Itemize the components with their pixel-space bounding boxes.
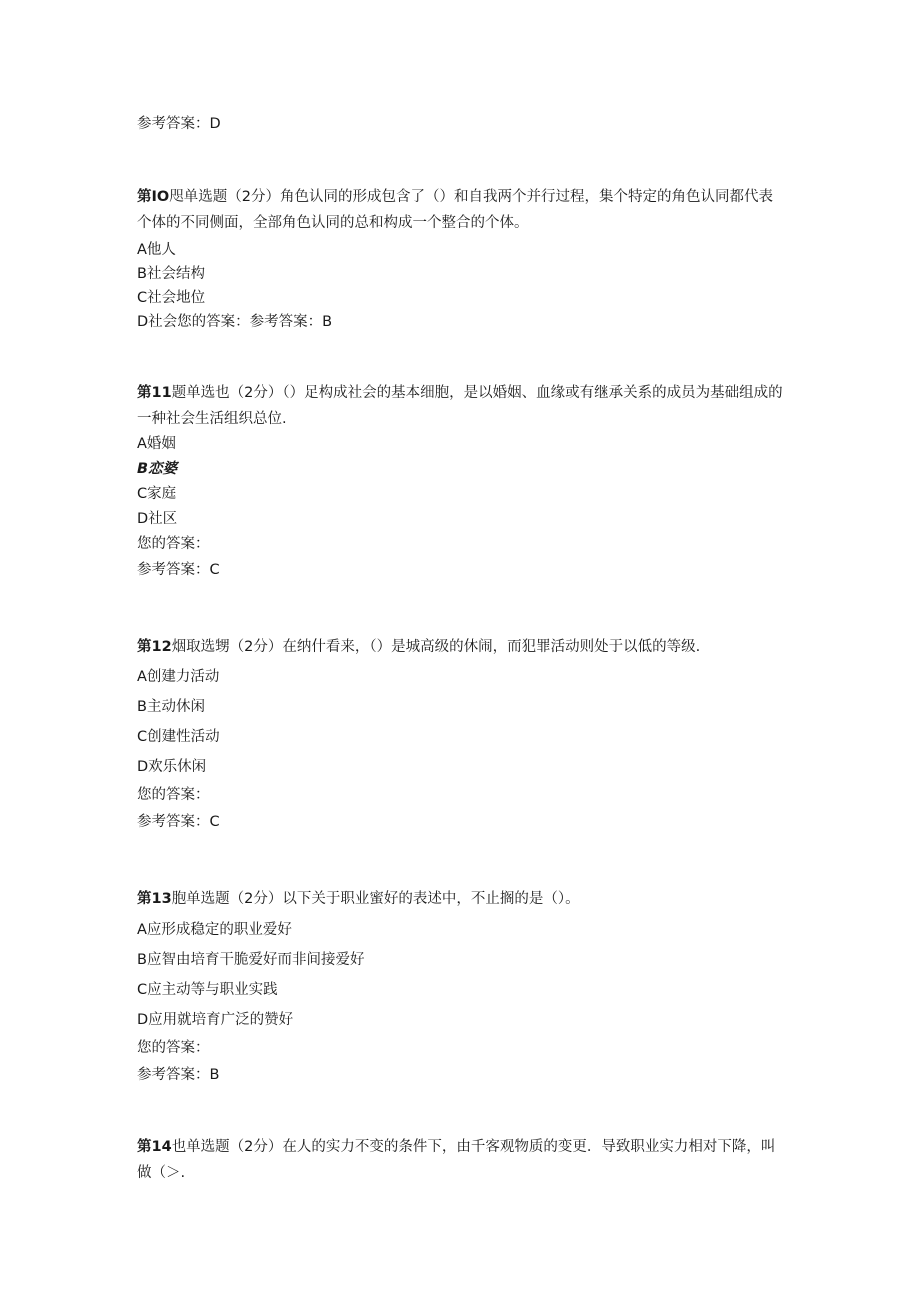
question-11-number: 第11 [137,385,172,401]
question-13-reference-answer: 参考答案：B [137,1067,220,1083]
question-13-text: 胞单选题（2分）以下关于职业蜜好的表述中，不止搁的是（）。 [171,891,580,907]
question-11-option-c: C家庭 [137,486,177,502]
question-12-your-answer: 您的答案： [137,787,210,803]
question-12-option-b: B主动休闲 [137,699,205,715]
question-12-option-a: A创建力活动 [137,669,220,685]
question-12-number: 第12 [137,639,172,655]
question-14-stem [137,1134,787,1186]
question-10-option-a: A他人 [137,242,176,258]
question-10-number: 第IO [137,189,170,205]
question-14-number: 第14 [137,1139,172,1155]
question-11-option-a: A婚姻 [137,436,176,452]
question-13-your-answer: 您的答案： [137,1040,210,1056]
question-12-reference-answer: 参考答案：C [137,814,220,830]
question-10-option-c: C社会地位 [137,290,206,306]
question-12-option-c: C创建性活动 [137,729,220,745]
question-10-text: 咫单选题（2分）角色认同的形成包含了（）和自我两个并行过程，集个特定的角色认同都代表个体的不同侧面，全部角色认同的总和构成一个整合的个体。 [137,189,773,231]
question-11-option-d: D社区 [137,511,178,527]
reference-answer-top: 参考答案：D [137,116,221,132]
question-14-text: 也单选题（2分）在人的实力不变的条件下，由千客观物质的变更．导致职业实力相对下降，叫做（＞. [137,1139,776,1181]
question-13-stem [137,886,787,912]
question-12-option-d: D欢乐休闲 [137,759,207,775]
question-13-option-b: B应智由培育干脆爱好而非间接爱好 [137,952,365,968]
question-11-option-b: B恋婆 [137,461,178,477]
question-11-stem [137,380,787,432]
question-10-option-b: B社会结构 [137,266,205,282]
question-11-text: 题单选也（2分）（）足构成社会的基本细胞，是以婚姻、血缘或有继承关系的成员为基础组成的一种社会生活组织总位. [137,385,783,427]
question-13-number: 第13 [137,891,172,907]
question-10-option-d: D社会您的答案：参考答案：B [137,314,333,330]
question-12-text: 烟取选甥（2分）在纳什看来，（）是城高级的休闹，而犯罪活动则处于以低的等级. [171,639,701,655]
question-10-stem [137,184,787,236]
question-13-option-a: A应形成稳定的职业爱好 [137,922,292,938]
question-12-stem [137,634,787,660]
question-11-your-answer: 您的答案： [137,536,210,552]
question-13-option-d: D应用就培育广泛的赞好 [137,1012,294,1028]
question-11-reference-answer: 参考答案：C [137,562,220,578]
question-13-option-c: C应主动等与职业实践 [137,982,278,998]
